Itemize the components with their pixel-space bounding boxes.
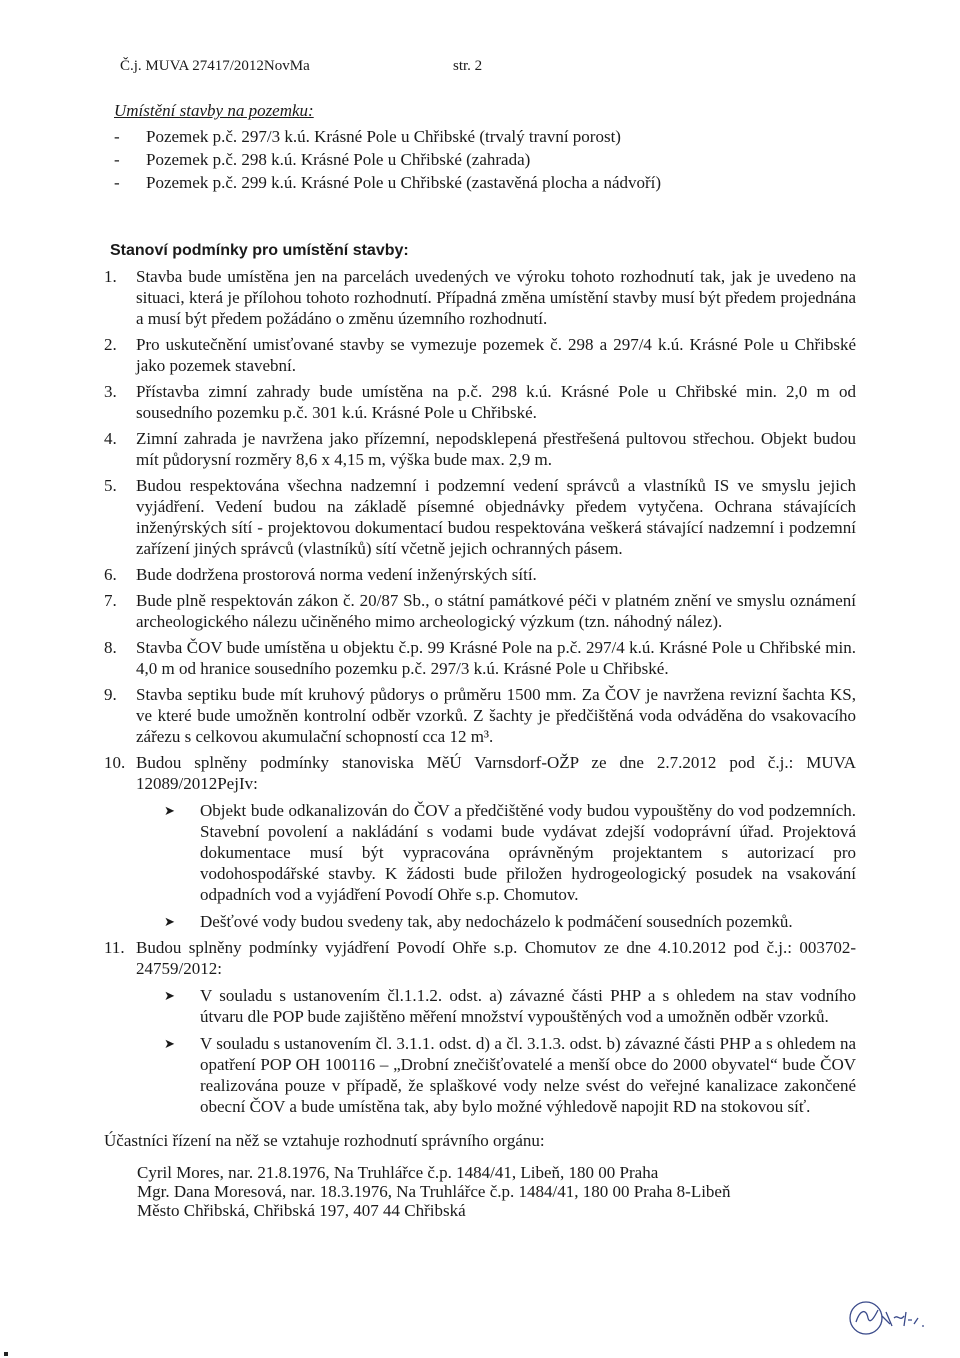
condition-number: 10. <box>104 753 126 772</box>
condition-item <box>104 266 856 329</box>
condition-text: Bude plně respektován zákon č. 20/87 Sb., o státní památkové péči v platném znění ve smyslu oznámení archeologického nálezu učiněného mimo archeologický výzkum (tzn. náhodný nález). <box>136 591 856 631</box>
stamp-signature-icon <box>842 1296 942 1346</box>
parcel-item: - Pozemek p.č. 297/3 k.ú. Krásné Pole u Chřibské (trvalý travní porost) <box>114 127 621 146</box>
participant-line: Město Chřibská, Chřibská 197, 407 44 Chřibská <box>137 1201 466 1220</box>
parcel-item: - Pozemek p.č. 298 k.ú. Krásné Pole u Chřibské (zahrada) <box>114 150 531 169</box>
condition-item <box>104 684 856 747</box>
condition-number: 5. <box>104 476 117 495</box>
condition-subitem <box>150 800 856 905</box>
subitem-text: V souladu s ustanovením čl. 3.1.1. odst. d) a čl. 3.1.3. odst. b) závazné části PHP a s ohledem na opatření POP OH 100116 – „Drobní znečišťovatelé a menší obce do 2000 obyvatel“ bude ČOV realizována pouze v případě, že splaškové vody nelze svést do veřejné kanalizace zakončené obecní ČOV a bude umístěna tak, aby bylo možné výhledově napojit RD na stokovou síť. <box>200 1034 856 1116</box>
participant-line: Cyril Mores, nar. 21.8.1976, Na Truhlářce č.p. 1484/41, Libeň, 180 00 Praha <box>137 1163 659 1182</box>
parcel-item: - Pozemek p.č. 299 k.ú. Krásné Pole u Chřibské (zastavěná plocha a nádvoří) <box>114 173 662 192</box>
condition-item <box>104 937 856 1117</box>
condition-text: Bude dodržena prostorová norma vedení inženýrských sítí. <box>136 565 537 584</box>
condition-number: 6. <box>104 565 117 584</box>
condition-subitem <box>150 911 856 932</box>
condition-text: Přístavba zimní zahrady bude umístěna na p.č. 298 k.ú. Krásné Pole u Chřibské min. 2,0 m od sousedního pozemku p.č. 301 k.ú. Krásné Pole u Chřibské. <box>136 382 856 422</box>
condition-text: Pro uskutečnění umisťované stavby se vymezuje pozemek č. 298 a 297/4 k.ú. Krásné Pole u Chřibské jako pozemek stavební. <box>136 335 856 375</box>
condition-text: Stavba ČOV bude umístěna u objektu č.p. 99 Krásné Pole na p.č. 297/4 k.ú. Krásné Pole u Chřibské min. 4,0 m od hranice sousedního pozemku p.č. 297/3 k.ú. Krásné Pole u Chřibské. <box>136 638 856 678</box>
condition-text: Zimní zahrada je navržena jako přízemní, nepodsklepená přestřešená pultovou střechou. Objekt budou mít půdorysní rozměry 8,6 x 4,15 m, výška bude max. 2,9 m. <box>136 429 856 469</box>
condition-item <box>104 564 856 585</box>
condition-item <box>104 475 856 559</box>
conditions-heading: Stanoví podmínky pro umístění stavby: <box>110 242 409 259</box>
parcel-text: Pozemek p.č. 299 k.ú. Krásné Pole u Chřibské (zastavěná plocha a nádvoří) <box>146 173 662 192</box>
condition-text: Budou splněny podmínky stanoviska MěÚ Varnsdorf-OŽP ze dne 2.7.2012 pod č.j.: MUVA 12089/2012PejIv: <box>136 753 856 793</box>
condition-number: 1. <box>104 267 117 286</box>
arrow-bullet-icon: ➤ <box>164 988 175 1003</box>
participant-line: Mgr. Dana Moresová, nar. 18.3.1976, Na Truhlářce č.p. 1484/41, 180 00 Praha 8-Libeň <box>137 1182 731 1201</box>
subitem-text: Dešťové vody budou svedeny tak, aby nedocházelo k podmáčení sousedních pozemků. <box>200 912 793 931</box>
subitem-text: V souladu s ustanovením čl.1.1.2. odst. a) závazné části PHP a s ohledem na stav vodního útvaru dle POP bude zajištěno měření množství vypouštěných vod a umožněn odběr vzorků. <box>200 986 856 1026</box>
condition-text: Stavba bude umístěna jen na parcelách uvedených ve výroku tohoto rozhodnutí tak, jak je uvedeno na situaci, která je přílohou tohoto rozhodnutí. Případná změna umístění stavby musí být předem projednána a musí být předem požádáno o změnu územního rozhodnutí. <box>136 267 856 328</box>
condition-number: 4. <box>104 429 117 448</box>
participants-list <box>137 1162 730 1219</box>
arrow-bullet-icon: ➤ <box>164 914 175 929</box>
condition-item <box>104 637 856 679</box>
condition-number: 9. <box>104 685 117 704</box>
parcel-list <box>114 126 661 195</box>
subitem-text: Objekt bude odkanalizován do ČOV a předčištěné vody budou vypouštěny do vod podzemních. Stavební povolení a nakládání s vodami bude vydávat zdejší vodoprávní úřad. Projektová dokumentace musí být vypracována oprávněným projektantem s autorizací pro vodohospodářské stavby. K žádosti bude přiložen hydrogeologický posudek na vsakování odpadních vod a vyjádření Povodí Ohře s.p. Chomutov. <box>200 801 856 904</box>
conditions-list <box>104 266 856 1122</box>
scan-mark <box>4 1352 8 1356</box>
page-number: str. 2 <box>453 58 483 74</box>
arrow-bullet-icon: ➤ <box>164 803 175 818</box>
condition-item <box>104 334 856 376</box>
arrow-bullet-icon: ➤ <box>164 1036 175 1051</box>
condition-text: Budou respektována všechna nadzemní i podzemní vedení správců a vlastníků IS ve smyslu jejich vyjádření. Vedení budou na základě písemné objednávky předem vytyčena. Ochrana stávajících inženýrských sítí - projektovou dokumentací budou respektována veškerá stávající nadzemní i podzemní zařízení jiných správců (vlastníků) sítí včetně jejich ochranných pásem. <box>136 476 856 558</box>
condition-subitem <box>150 1033 856 1117</box>
condition-item <box>104 381 856 423</box>
condition-item <box>104 590 856 632</box>
condition-number: 2. <box>104 335 117 354</box>
condition-text: Budou splněny podmínky vyjádření Povodí Ohře s.p. Chomutov ze dne 4.10.2012 pod č.j.: 003702-24759/2012: <box>136 938 856 978</box>
condition-subitem <box>150 985 856 1027</box>
condition-number: 3. <box>104 382 117 401</box>
condition-number: 7. <box>104 591 117 610</box>
placement-heading: Umístění stavby na pozemku: <box>114 101 314 120</box>
reference-number: Č.j. MUVA 27417/2012NovMa <box>120 58 310 74</box>
parcel-text: Pozemek p.č. 297/3 k.ú. Krásné Pole u Chřibské (trvalý travní porost) <box>146 127 621 146</box>
condition-text: Stavba septiku bude mít kruhový půdorys o průměru 1500 mm. Za ČOV je navržena revizní šachta KS, ve které bude umožněn kontrolní odběr vzorků. Z šachty je předčištěná voda odváděna do vsakovacího zářezu s celkovou akumulační schopností cca 12 m³. <box>136 685 856 746</box>
condition-number: 8. <box>104 638 117 657</box>
condition-item <box>104 428 856 470</box>
participants-heading: Účastníci řízení na něž se vztahuje rozhodnutí správního orgánu: <box>104 1131 545 1150</box>
condition-item <box>104 752 856 932</box>
condition-number: 11. <box>104 938 125 957</box>
parcel-text: Pozemek p.č. 298 k.ú. Krásné Pole u Chřibské (zahrada) <box>146 150 531 169</box>
